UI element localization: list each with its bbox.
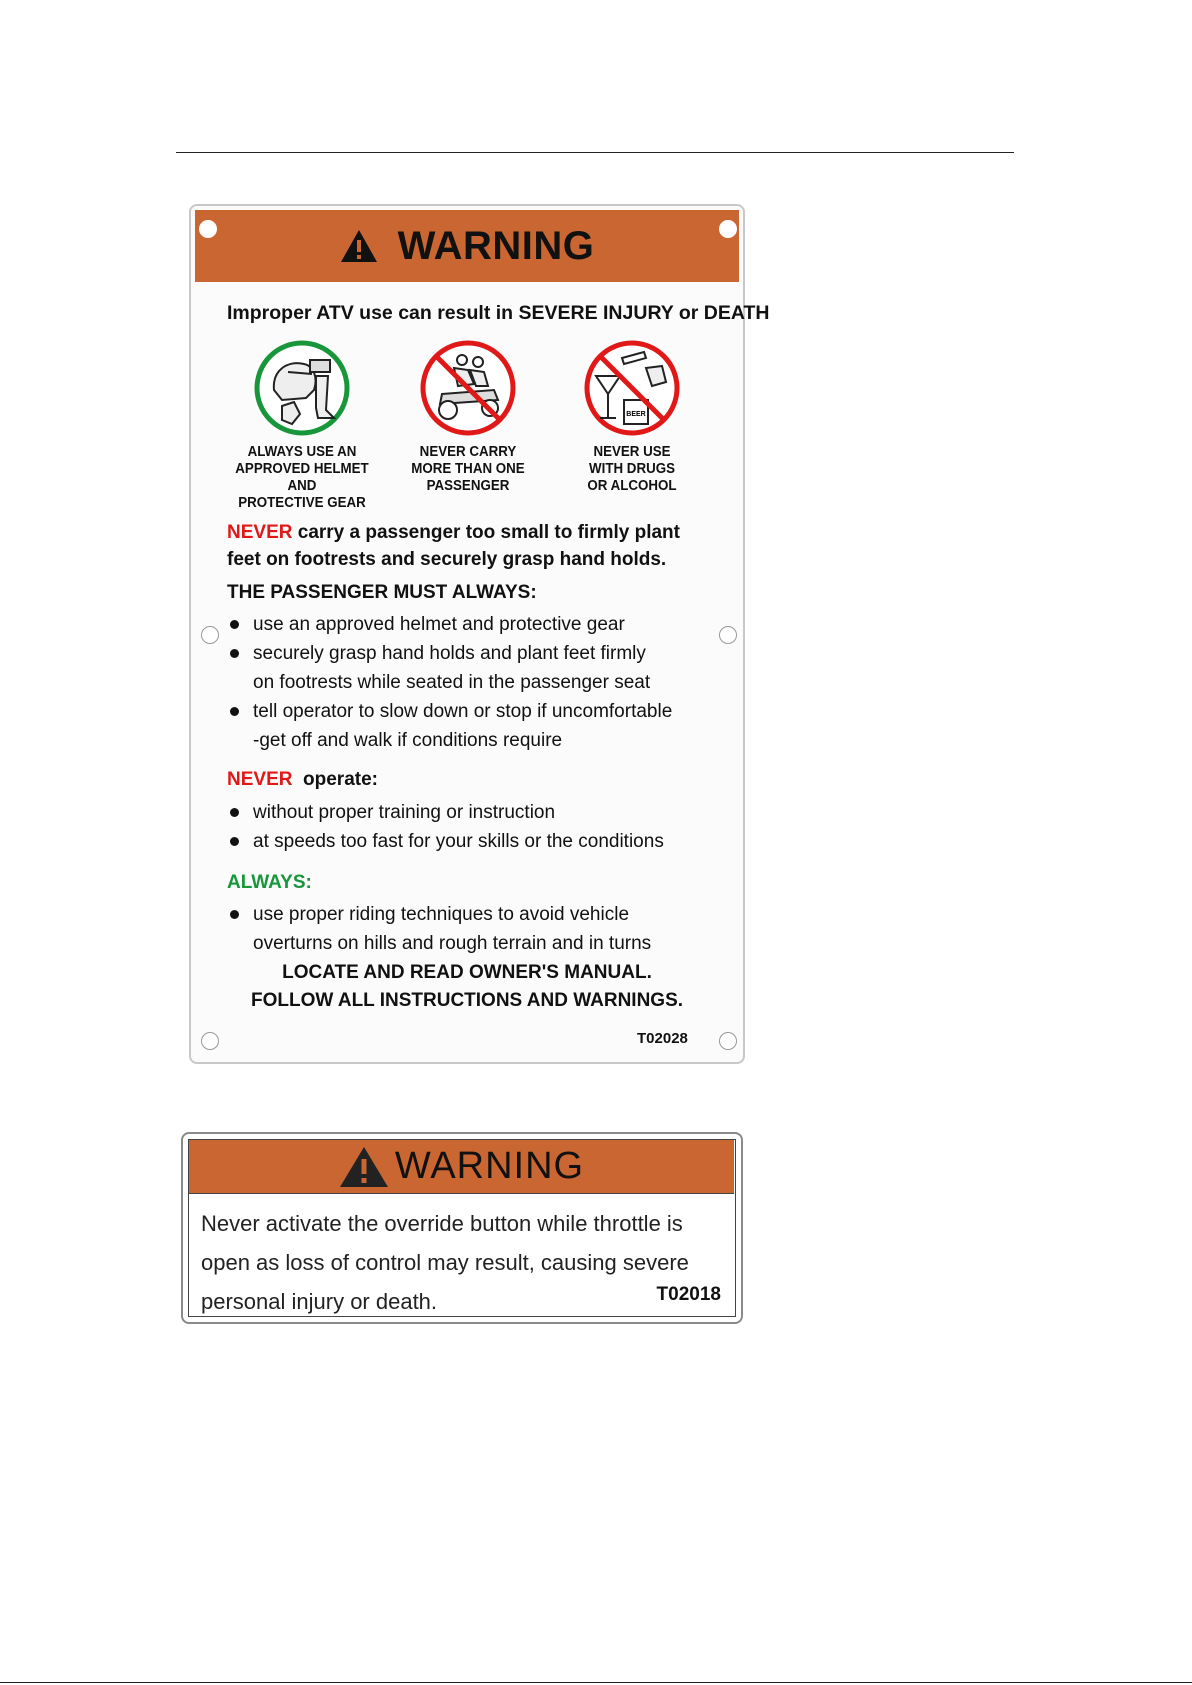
label-inner-border	[188, 1139, 736, 1317]
warning-triangle-icon	[340, 229, 378, 263]
pictogram-caption: NEVER CARRY MORE THAN ONE PASSENGER	[411, 444, 525, 494]
pictogram-caption: ALWAYS USE AN APPROVED HELMET AND PROTECTIVE GEAR	[235, 444, 369, 511]
mounting-hole	[199, 220, 217, 238]
label-code: T02028	[637, 1030, 688, 1047]
list-item-continuation: -get off and walk if conditions require	[253, 730, 563, 751]
no-drugs-alcohol-icon	[582, 338, 682, 438]
passenger-heading: THE PASSENGER MUST ALWAYS:	[227, 582, 537, 603]
warning-title: WARNING	[394, 1145, 585, 1187]
operate-bullet-list	[227, 798, 727, 856]
list-item: tell operator to slow down or stop if uncomfortable	[227, 697, 727, 726]
label-code: T02018	[656, 1284, 721, 1305]
pictogram-caption: NEVER USE WITH DRUGS OR ALCOHOL	[587, 444, 677, 494]
follow-instructions: FOLLOW ALL INSTRUCTIONS AND WARNINGS.	[250, 990, 684, 1011]
warning-triangle-icon	[339, 1146, 389, 1188]
list-item-continuation: on footrests while seated in the passenger seat	[253, 672, 651, 693]
intro-statement: Improper ATV use can result in SEVERE INJURY or DEATH	[227, 302, 770, 324]
beer-label: BEER	[626, 411, 646, 418]
list-item: use proper riding techniques to avoid vehicle	[227, 900, 727, 929]
list-item: use an approved helmet and protective gear	[227, 610, 727, 639]
no-passenger-icon	[418, 338, 518, 438]
always-heading: ALWAYS:	[227, 872, 312, 893]
passenger-bullet-list	[227, 610, 727, 755]
override-warning-label	[181, 1132, 743, 1324]
list-item-continuation: overturns on hills and rough terrain and in turns	[253, 933, 652, 954]
list-item: securely grasp hand holds and plant feet firmly	[227, 639, 727, 668]
atv-warning-label	[189, 204, 770, 1064]
passenger-warning: NEVER carry a passenger too small to firmly plant feet on footrests and securely grasp hand holds.	[227, 522, 680, 570]
pictogram-helmet	[217, 338, 387, 512]
warning-header	[195, 210, 739, 282]
override-warning-text: Never activate the override button while throttle is open as loss of control may result, causing severe personal injury or death.	[201, 1211, 689, 1314]
never-operate-heading: NEVER operate:	[227, 769, 378, 790]
warning-title: WARNING	[397, 223, 595, 268]
manual-instruction: LOCATE AND READ OWNER'S MANUAL.	[282, 962, 652, 983]
always-bullet-list	[227, 900, 727, 958]
mounting-hole	[719, 220, 737, 238]
mounting-hole	[201, 1032, 219, 1050]
mounting-hole	[719, 1032, 737, 1050]
mounting-hole	[201, 626, 219, 644]
list-item: without proper training or instruction	[227, 798, 727, 827]
helmet-protective-gear-icon	[252, 338, 352, 438]
pictogram-no-drugs-alcohol	[547, 338, 717, 495]
list-item: at speeds too fast for your skills or the conditions	[227, 827, 727, 856]
page-top-rule	[176, 152, 1014, 153]
pictogram-no-passenger	[383, 338, 553, 495]
page-bottom-rule	[0, 1682, 1192, 1683]
warning-header	[189, 1140, 734, 1194]
